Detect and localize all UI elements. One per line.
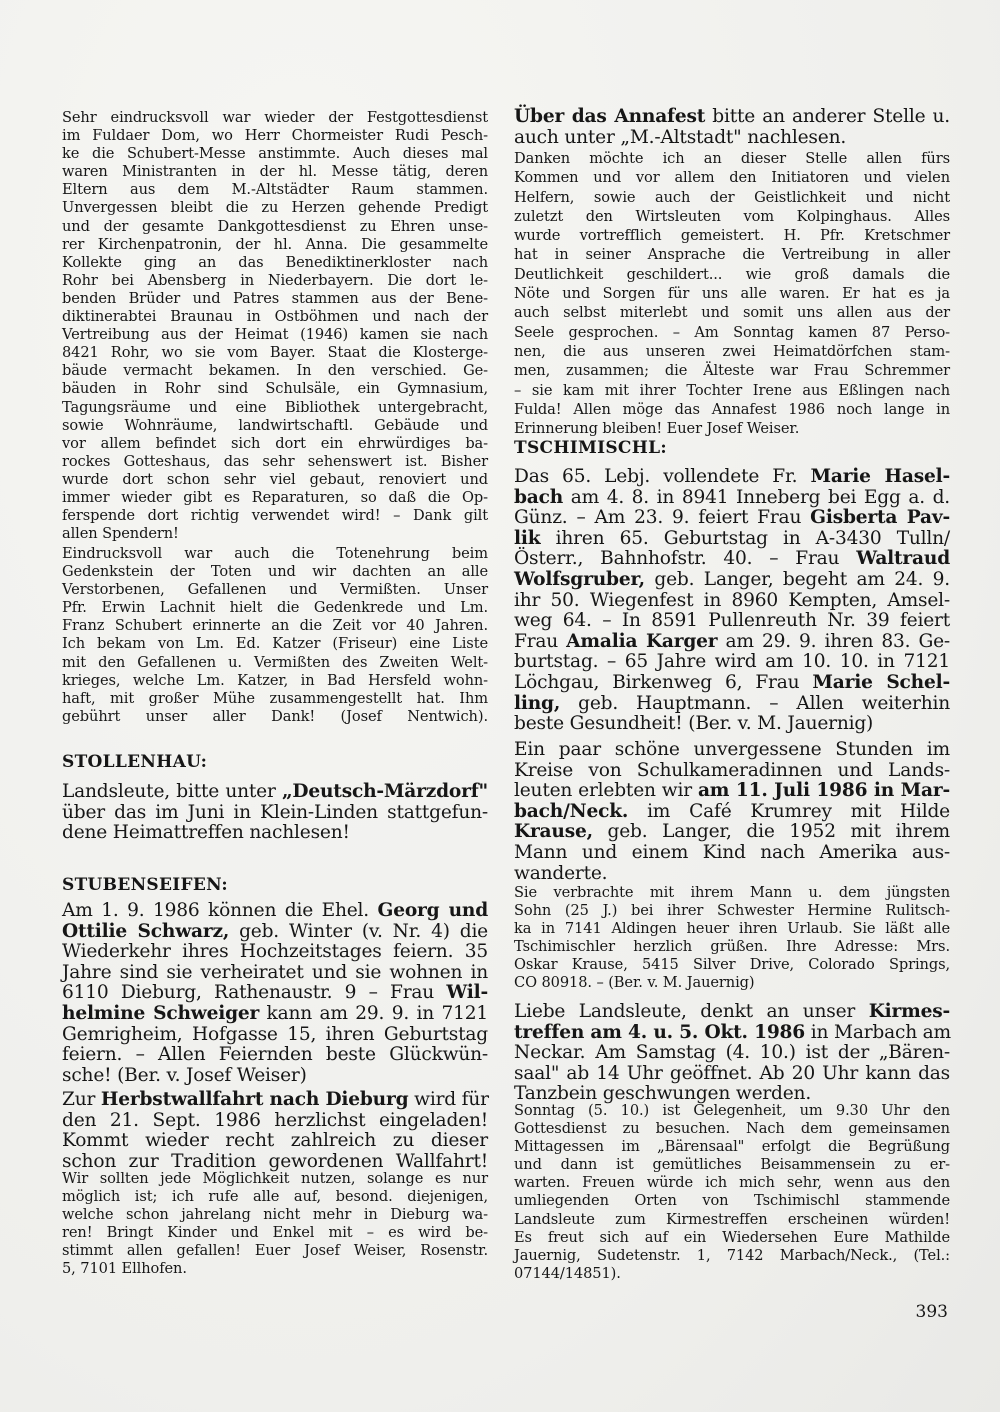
text-line: Ein paar schöne unvergessene Stunden im	[514, 739, 950, 760]
article-krause-detail	[514, 884, 950, 993]
text-line: CO 80918. – (Ber. v. M. Jauernig)	[514, 974, 755, 992]
text-line: Franz Schubert erinnerte an die Zeit vor 40 Jahren.	[62, 617, 488, 635]
text-line: rockes Gotteshaus, das sehr sehenswert ist. Bisher	[62, 452, 488, 470]
text-line: umliegenden Orten von Tschimischl stammende	[514, 1192, 950, 1210]
text-line: Tagungsräume und eine Bibliothek untergebracht,	[62, 398, 488, 416]
text-segment: ihren 65. Geburtstag in A-3430 Tulln/	[540, 527, 950, 549]
text-line: weg 64. – In 8591 Pullenreuth Nr. 39 feiert	[514, 610, 950, 632]
bold-text-segment: bach/Neck.	[514, 800, 629, 822]
text-line	[514, 781, 950, 802]
bold-text-segment: Marie Schel-	[812, 671, 950, 693]
text-segment: Österr., Bahnhofstr. 40. – Frau	[514, 548, 857, 570]
text-line: Danken möchte ich an dieser Stelle allen fürs	[514, 150, 950, 167]
text-segment: Löchgau, Birkenweg 6, Frau	[514, 671, 813, 693]
text-line: hat in seiner Ansprache die Vertreibung in aller	[514, 246, 950, 264]
bold-text-segment: bach	[514, 486, 564, 508]
text-line: Ich bekam von Lm. Ed. Katzer (Friseur) eine Liste	[62, 635, 488, 653]
text-line: wurde vortrefflich gemeistert. H. Pfr. Kretschmer	[514, 227, 950, 245]
text-line: wanderte.	[514, 862, 608, 884]
bold-text-segment: lik	[514, 527, 541, 549]
bold-text-segment: Amalia Karger	[566, 630, 718, 652]
text-segment: im Café Krumrey mit Hilde	[628, 800, 950, 822]
text-line: bäude vermacht bekamen. In den verschied. Ge-	[62, 362, 488, 380]
text-line: Erinnerung bleiben! Euer Josef Weiser.	[514, 420, 800, 438]
bold-text-segment: Kirmes-	[868, 1001, 950, 1022]
bold-text-segment: „Deutsch-Märzdorf"	[281, 781, 488, 802]
text-line	[62, 922, 488, 943]
text-line: Gedenkstein der Toten und wir dachten an alle	[62, 563, 488, 581]
article-tschimischl-birthdays	[514, 467, 950, 735]
text-line	[62, 983, 488, 1004]
text-line: Verstorbenen, Gefallenen und Vermißten. Unser	[62, 581, 488, 599]
text-line	[62, 901, 488, 922]
text-line	[514, 694, 950, 715]
text-line: feiern. – Allen Feiernden beste Glückwün-	[62, 1044, 488, 1066]
bold-text-segment: Herbstwallfahrt nach Dieburg	[100, 1089, 409, 1110]
text-line: Eindrucksvoll war auch die Totenehrung beim	[62, 545, 488, 562]
text-line: warten. Freuen würde ich mich sehr, wenn aus den	[514, 1174, 950, 1192]
bold-text-segment: Waltraud	[856, 548, 950, 570]
text-line: Vertreibung aus der Heimat (1946) kamen sie nach	[62, 326, 488, 344]
text-line: und dann ist gemütliches Beisammensein zu er-	[514, 1156, 950, 1174]
bold-text-segment: helmine Schweiger	[62, 1002, 260, 1024]
text-line: Rohr bei Abensberg in Niederbayern. Die dort le-	[62, 271, 488, 289]
text-line: mit den Gefallenen u. Vermißten des Zweiten Welt-	[62, 653, 488, 671]
text-line	[62, 1004, 488, 1025]
text-line: vor allem befindet sich dort ein ehrwürdiges ba-	[62, 434, 488, 452]
text-segment: Günz. – Am 23. 9. feiert Frau	[514, 507, 811, 529]
text-line	[514, 508, 950, 529]
text-line: Wir sollten jede Möglichkeit nutzen, solange es nur	[62, 1170, 488, 1187]
text-line	[514, 570, 950, 591]
text-line	[62, 782, 488, 803]
text-segment: kann am 29. 9. in 7121	[259, 1002, 488, 1024]
text-line: Nöte und Sorgen für uns alle waren. Er hat es ja	[514, 285, 950, 303]
article-schulkameradinnen	[514, 740, 950, 884]
text-line	[514, 488, 950, 509]
bold-text-segment: Über das Annafest	[514, 106, 706, 127]
text-line: diktinerabtei Braunau in Ostböhmen und nach der	[62, 308, 488, 326]
text-line: im Fuldaer Dom, wo Herr Chormeister Rudi Pesch-	[62, 127, 488, 145]
text-line: Gemrigheim, Hofgasse 15, ihren Geburtstag	[62, 1023, 488, 1045]
text-line: dene Heimattreffen nachlesen!	[62, 822, 350, 844]
text-line: Kommen und vor allem den Initiatoren und vielen	[514, 169, 950, 187]
text-line: bäuden in Rohr sind Schulsäle, ein Gymnasium,	[62, 380, 488, 398]
text-segment: Das 65. Lebj. vollendete Fr.	[514, 466, 811, 487]
article-annafest	[514, 149, 950, 438]
bold-text-segment: Krause,	[514, 821, 593, 843]
bold-text-segment: ling,	[514, 692, 561, 714]
text-line: Sohn (25 J.) bei ihrer Schwester Hermine Rulitsch-	[514, 902, 950, 920]
text-line: Landsleute zum Kirmestreffen erscheinen würden!	[514, 1210, 950, 1228]
bold-text-segment: Gisberta Pav-	[810, 507, 950, 529]
text-line: Tanzbein geschwungen werden.	[514, 1083, 812, 1105]
text-line: Mann und einem Kind nach Amerika aus-	[514, 841, 950, 863]
text-line: rer Kirchenpatronin, der hl. Anna. Die gesammelte	[62, 235, 488, 253]
text-line: Tschimischler herzlich grüßen. Ihre Adresse: Mrs.	[514, 938, 950, 956]
text-line: immer wieder gibt es Reparaturen, so daß die Op-	[62, 488, 488, 506]
text-line: Fulda! Allen möge das Annafest 1986 noch lange in	[514, 400, 950, 418]
text-line: Seele gesprochen. – Am Sonntag kamen 87 Perso-	[514, 323, 950, 341]
text-line: Kreise von Schulkameradinnen und Lands-	[514, 759, 950, 781]
text-line: ren! Bringt Kinder und Enkel mit – es wird be-	[62, 1224, 488, 1242]
text-segment: am 4. 8. in 8941 Inneberg bei Egg a. d.	[563, 486, 950, 508]
text-line	[514, 467, 950, 488]
text-line	[514, 1023, 950, 1044]
text-line: auch selbst miterlebt und somit uns allen aus der	[514, 304, 950, 322]
text-line: sowie Wohnräume, landwirtschaftl. Gebäude und	[62, 416, 488, 434]
text-line: welche schon jahrelang nicht mehr in Dieburg wa-	[62, 1206, 488, 1224]
text-line: wurde dort schon sehr viel gebaut, renoviert und	[62, 470, 488, 488]
text-segment: bitte an anderer Stelle u.	[705, 106, 950, 127]
article-fuldaer-dom	[62, 109, 488, 543]
text-line: ferspende dort richtig verwendet wird! – Dank gilt	[62, 507, 488, 525]
text-segment: 6110 Dieburg, Rathenaustr. 9 – Frau	[62, 982, 447, 1004]
text-line: waren Ministranten in der hl. Messe tätig, deren	[62, 163, 488, 181]
text-segment: Landsleute, bitte unter	[62, 781, 282, 802]
bold-text-segment: am 11. Juli 1986 in Mar-	[697, 780, 950, 802]
text-segment: geb. Winter (v. Nr. 4) die	[229, 920, 488, 942]
text-line: 8421 Rohr, wo sie vom Bayer. Staat die Klosterge-	[62, 344, 488, 362]
bold-text-segment: treffen am 4. u. 5. Okt. 1986	[514, 1021, 806, 1043]
text-segment: Zur	[62, 1089, 101, 1110]
article-kirmestreffen	[514, 1002, 950, 1105]
text-line: beste Gesundheit! (Ber. v. M. Jauernig)	[514, 713, 874, 735]
text-line: Unvergessen bleibt die zu Herzen gehende Predigt	[62, 199, 488, 217]
text-line: Sie verbrachte mit ihrem Mann u. dem jüngsten	[514, 884, 950, 901]
text-line: Oskar Krause, 5415 Silver Drive, Colorado Springs,	[514, 956, 950, 974]
text-line: burtstag. – 65 Jahre wird am 10. 10. in 7121	[514, 651, 950, 673]
text-line: stimmt allen gefallen! Euer Josef Weiser, Rosenstr.	[62, 1242, 488, 1260]
bold-text-segment: Georg und	[377, 900, 489, 921]
bold-text-segment: Marie Hasel-	[810, 466, 950, 487]
article-kirmestreffen-detail	[514, 1102, 950, 1283]
text-line: möglich ist; ich rufe alle auf, besond. diejenigen,	[62, 1188, 488, 1206]
text-line: Deutlichkeit geschildert... wie groß damals die	[514, 265, 950, 283]
text-line: 5, 7101 Ellhofen.	[62, 1260, 187, 1278]
bold-text-segment: Wil-	[446, 982, 488, 1004]
text-line: Mittagessen im „Bärensaal" erfolgt die Begrüßung	[514, 1138, 950, 1156]
text-line: krieges, welche Lm. Katzer, in Bad Hersfeld wohn-	[62, 671, 488, 689]
text-line: Wiederkehr ihres Hochzeitstages feiern. 35	[62, 941, 488, 963]
text-line	[514, 822, 950, 843]
text-segment: leuten erlebten wir	[514, 780, 698, 802]
text-segment: geb. Hauptmann. – Allen weiterhin	[560, 692, 950, 714]
text-line: ihr 50. Wiegenfest in 8960 Kempten, Amsel-	[514, 589, 950, 611]
text-line: Kollekte ging an das Benediktinerkloster nach	[62, 253, 488, 271]
text-line: und der gesamte Dankgottesdienst zu Ehren unse-	[62, 217, 488, 235]
text-line: Gottesdienst zu besuchen. Nach dem gemeinsamen	[514, 1120, 950, 1138]
text-line: men, zusammen; die Älteste war Frau Schremmer	[514, 362, 950, 380]
text-segment: am 29. 9. ihren 83. Ge-	[717, 630, 950, 652]
text-line: Jahre sind sie verheiratet und sie wohnen in	[62, 961, 488, 983]
page-number: 393	[915, 1302, 948, 1322]
text-segment: wird für	[408, 1089, 489, 1110]
text-line: Helfern, sowie auch der Geistlichkeit und nicht	[514, 188, 950, 206]
text-line: Neckar. Am Samstag (4. 10.) ist der „Bären-	[514, 1042, 950, 1064]
article-totenehrung	[62, 545, 488, 726]
text-segment: in Marbach am	[805, 1021, 951, 1043]
text-line	[514, 673, 950, 694]
bold-text-segment: Ottilie Schwarz,	[62, 920, 230, 942]
text-line: nen, die aus unseren zwei Heimatdörfchen stam-	[514, 342, 950, 360]
text-line	[514, 802, 950, 823]
text-line: sche! (Ber. v. Josef Weiser)	[62, 1064, 307, 1086]
section-heading-stollenhau: STOLLENHAU:	[62, 752, 208, 772]
text-line: zuletzt den Wirtsleuten vom Kolpinghaus. Alles	[514, 207, 950, 225]
text-segment: Am 1. 9. 1986 können die Ehel.	[62, 900, 378, 921]
text-line	[514, 549, 950, 570]
article-annafest-intro	[514, 107, 950, 148]
text-line: den 21. Sept. 1986 herzlichst eingeladen!	[62, 1109, 488, 1131]
text-segment: Frau	[514, 630, 567, 652]
text-line: gebührt unser aller Dank! (Josef Nentwich).	[62, 707, 488, 725]
text-line	[62, 1090, 488, 1111]
text-line: – sie kam mit ihrer Tochter Irene aus Eßlingen nach	[514, 381, 950, 399]
text-line	[514, 107, 950, 128]
section-heading-stubenseifen: STUBENSEIFEN:	[62, 875, 228, 895]
text-line: ka in 7141 Aldingen heuer ihren Urlaub. Sie läßt alle	[514, 920, 950, 938]
text-line: saal" ab 14 Uhr geöffnet. Ab 20 Uhr kann das	[514, 1062, 950, 1084]
text-line	[514, 529, 950, 550]
text-line: 07144/14851).	[514, 1264, 621, 1282]
bold-text-segment: Wolfsgruber,	[514, 568, 645, 590]
text-line: ke die Schubert-Messe anstimmte. Auch dieses mal	[62, 145, 488, 163]
article-stollenhau	[62, 782, 488, 844]
text-line: allen Spendern!	[62, 525, 179, 543]
text-line: auch unter „M.-Altstadt" nachlesen.	[514, 126, 847, 148]
text-line: Jauernig, Sudetenstr. 1, 7142 Marbach/Neck., (Tel.:	[514, 1246, 950, 1264]
text-line: Eltern aus dem M.-Altstädter Raum stammen.	[62, 181, 488, 199]
text-segment: geb. Langer, begeht am 24. 9.	[644, 568, 950, 590]
section-heading-tschimischl: TSCHIMISCHL:	[514, 438, 667, 458]
text-line: Sehr eindrucksvoll war wieder der Festgottesdienst	[62, 109, 488, 126]
text-line: benden Brüder und Patres stammen aus der Bene-	[62, 289, 488, 307]
text-line: Es freut sich auf ein Wiedersehen Eure Mathilde	[514, 1228, 950, 1246]
article-herbstwallfahrt-detail	[62, 1170, 488, 1279]
text-segment: Liebe Landsleute, denkt an unser	[514, 1001, 869, 1022]
text-line: Pfr. Erwin Lachnit hielt die Gedenkrede und Lm.	[62, 599, 488, 617]
text-line: schon zur Tradition gewordenen Wallfahrt!	[62, 1150, 488, 1172]
text-line: Kommt wieder recht zahlreich zu dieser	[62, 1130, 488, 1152]
text-line	[514, 1002, 950, 1023]
text-segment: geb. Langer, die 1952 mit ihrem	[592, 821, 950, 843]
text-line: über das im Juni in Klein-Linden stattgefun-	[62, 801, 488, 823]
text-line: Sonntag (5. 10.) ist Gelegenheit, um 9.30 Uhr den	[514, 1102, 950, 1119]
article-herbstwallfahrt	[62, 1090, 488, 1172]
text-line: haft, mit großer Mühe zusammengestellt hat. Ihm	[62, 689, 488, 707]
text-line	[514, 632, 950, 653]
article-stubenseifen	[62, 901, 488, 1086]
